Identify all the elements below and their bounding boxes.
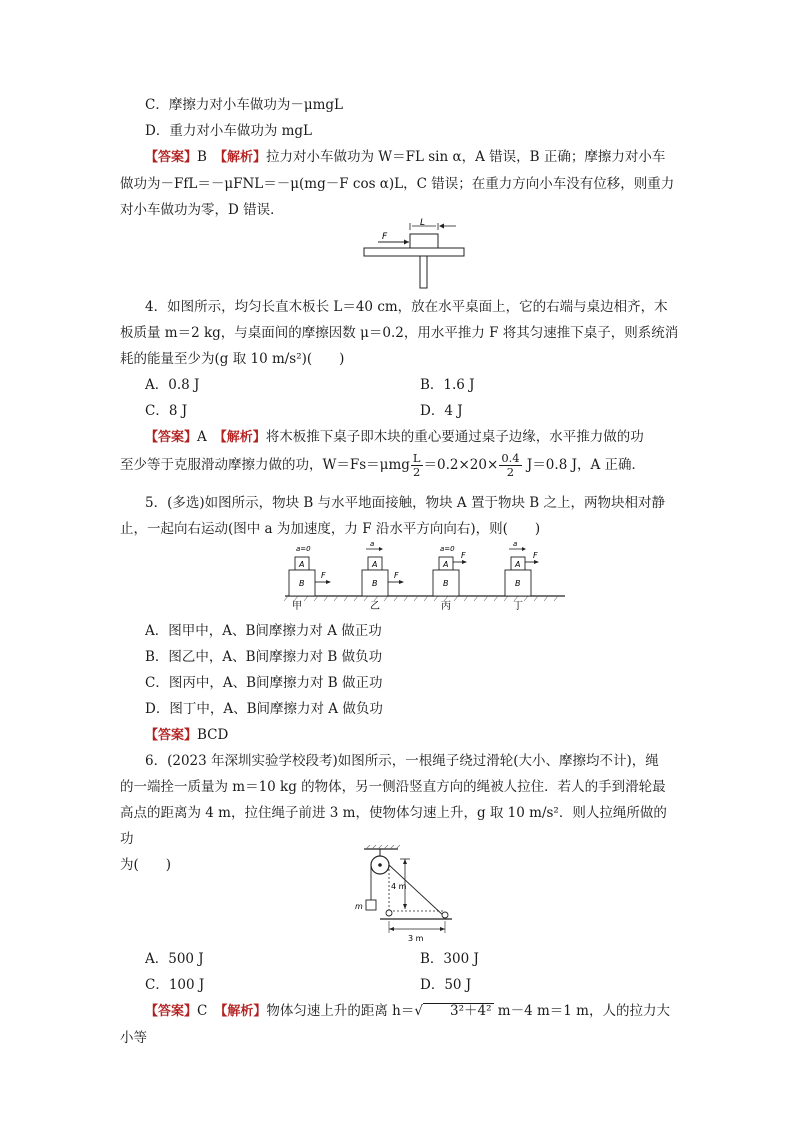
force-arrow-head (326, 580, 331, 584)
analysis-text: ＝0.2×20× (423, 457, 499, 473)
block-b-label: B (372, 579, 378, 588)
q3-analysis (120, 144, 680, 223)
q4-option-d: D．4 J (420, 403, 463, 419)
distance-label: 3 m (408, 934, 424, 943)
q4-analysis-formula (120, 452, 680, 479)
q4-stem-line: 耗的能量至少为(g 取 10 m/s²)( ) (120, 351, 345, 367)
q5-option-c: C．图丙中，A、B间摩擦力对 B 做正功 (145, 675, 383, 691)
analysis-text: m－4 m＝1 m，人的拉力大小等 (120, 1003, 670, 1046)
q5-option-d: D．图丁中，A、B间摩擦力对 A 做负功 (145, 701, 383, 717)
panel-ding (505, 540, 539, 612)
accel-label: a=0 (296, 545, 311, 553)
answer-tag: 【答案】 (145, 1004, 198, 1019)
hand-end (442, 912, 448, 918)
q4-option-c: C．8 J (145, 403, 188, 419)
answer-value: C (197, 1003, 208, 1019)
accel-label: a (370, 540, 375, 548)
answer-tag: 【答案】 (145, 430, 198, 445)
panel-caption: 丙 (441, 601, 451, 612)
q6-stem-line: 高点的距离为 4 m，拉住绳子前进 3 m，使物体匀速上升，g 取 10 m/s²．则人拉绳所做的功 (120, 805, 667, 847)
accel-label: a=0 (440, 545, 455, 553)
height-arrow-head (403, 859, 407, 864)
push-arrow-head (439, 224, 444, 229)
fraction: $\frac{L}{2}$ (412, 451, 421, 479)
length-label: L (420, 218, 426, 228)
mass-label: m (355, 902, 363, 911)
q4-stem (120, 294, 680, 372)
analysis-text: 至少等于克服滑动摩擦力做的功，W＝Fs＝μmg (120, 457, 410, 473)
table-leg (420, 256, 427, 288)
analysis-tag: 【解析】 (220, 1004, 267, 1019)
fraction: $\frac{0.4}{2}$ (501, 451, 520, 479)
q6-option-c: C．100 J (145, 977, 205, 993)
panel-jia (289, 545, 331, 612)
q6-stem-line: 6．(2023 年深圳实验学校段考)如图所示，一根绳子绕过滑轮(大小、摩擦均不计)，绳 (145, 753, 659, 769)
height-label: 4 m (391, 882, 407, 891)
q4-stem-line: 4．如图所示，均匀长直木板长 L＝40 cm，放在水平桌面上，它的右端与桌边相齐，木 (145, 299, 668, 315)
q6-pulley-figure (350, 845, 460, 945)
force-label: F (533, 551, 538, 560)
block (410, 234, 438, 248)
analysis-tag: 【解析】 (220, 430, 266, 445)
block-b-label: B (443, 579, 449, 588)
analysis-tag: 【解析】 (220, 150, 266, 165)
distance-arrow-head (440, 927, 445, 931)
q6-option-d: D．50 J (420, 977, 472, 993)
force-arrow-head (404, 240, 409, 245)
q3-option-d: D．重力对小车做功为 mgL (145, 123, 313, 139)
block-a-label: A (299, 560, 305, 569)
force-arrow-head (534, 560, 539, 564)
q6-option-b: B．300 J (420, 951, 479, 967)
analysis-text: 对小车做功为零，D 错误． (120, 202, 284, 218)
answer-value: A (197, 429, 207, 445)
q3-option-c: C．摩擦力对小车做功为－μmgL (145, 97, 344, 113)
analysis-text: 将木板推下桌子即木块的重心要通过桌子边缘，水平推力做的功 (265, 429, 644, 445)
height-arrow-head (403, 904, 407, 909)
block-a-label: A (443, 560, 449, 569)
accel-arrow-head (379, 547, 383, 551)
q6-stem-line: 的一端拴一质量为 m＝10 kg 的物体，另一侧沿竖直方向的绳被人拉住．若人的手到滑轮最 (120, 779, 666, 795)
answer-value: B (197, 149, 207, 165)
force-label: F (461, 551, 466, 560)
force-label: F (394, 571, 399, 580)
q6-analysis: 【答案】C 【解析】物体匀速上升的距离 h＝√ 3²＋4² m－4 m＝1 m，人的拉力大小等 (120, 1003, 670, 1046)
q4-analysis (120, 424, 680, 451)
q5-answer (120, 722, 680, 749)
block-a-label: A (515, 560, 521, 569)
q3-board-figure (360, 218, 470, 293)
block-b-label: B (299, 579, 305, 588)
accel-label: a (513, 540, 518, 548)
q5-stem-line: 5．(多选)如图所示，物块 B 与水平地面接触，物块 A 置于物块 B 之上，两物块相对静 (145, 495, 665, 511)
block-b-label: B (515, 579, 521, 588)
force-label: F (382, 232, 388, 242)
panel-caption: 乙 (370, 601, 380, 612)
q5-option-b: B．图乙中，A、B间摩擦力对 B 做负功 (145, 649, 383, 665)
q5-blocks-figure (280, 540, 570, 612)
q5-stem-line: 止，一起向右运动(图中 a 为加速度，力 F 沿水平方向向右)，则( ) (120, 521, 541, 537)
panel-caption: 丁 (513, 601, 523, 612)
panel-bing (433, 545, 467, 612)
pulley-axle (378, 863, 382, 867)
panel-caption: 甲 (292, 601, 302, 612)
q6-option-a: A．500 J (145, 951, 204, 967)
panel-yi (362, 540, 404, 612)
block-a-label: A (372, 560, 378, 569)
force-label: F (321, 571, 326, 580)
table-top (364, 248, 464, 256)
sqrt-expression: 3²＋4² (423, 1003, 494, 1019)
analysis-text: J＝0.8 J，A 正确． (522, 457, 646, 473)
answer-tag: 【答案】 (145, 728, 198, 743)
q5-stem (120, 490, 680, 542)
accel-arrow-head (522, 547, 526, 551)
answer-value: BCD (197, 727, 229, 743)
mass-block (366, 900, 376, 910)
q5-option-a: A．图甲中，A、B间摩擦力对 A 做正功 (145, 623, 382, 639)
force-arrow-head (399, 580, 404, 584)
analysis-text: 拉力对小车做功为 W＝FL sin α，A 错误，B 正确；摩擦力对小车 (265, 149, 666, 165)
q4-option-b: B．1.6 J (420, 377, 475, 393)
analysis-text: 物体匀速上升的距离 h＝ (266, 1003, 415, 1019)
q6-stem-line: 为( ) (120, 857, 172, 873)
q4-option-a: A．0.8 J (145, 377, 200, 393)
answer-tag: 【答案】 (145, 150, 198, 165)
q4-stem-line: 板质量 m＝2 kg，与桌面间的摩擦因数 μ＝0.2，用水平推力 F 将其匀速推下桌子，则系统消 (120, 325, 679, 341)
force-arrow-head (462, 560, 467, 564)
rope-right (389, 865, 445, 917)
analysis-text: 做功为－FfL＝－μFNL＝－μ(mg－F cos α)L，C 错误；在重力方向小车没有位移，则重力 (120, 176, 675, 192)
hand-start (386, 910, 392, 916)
distance-arrow-head (389, 927, 394, 931)
